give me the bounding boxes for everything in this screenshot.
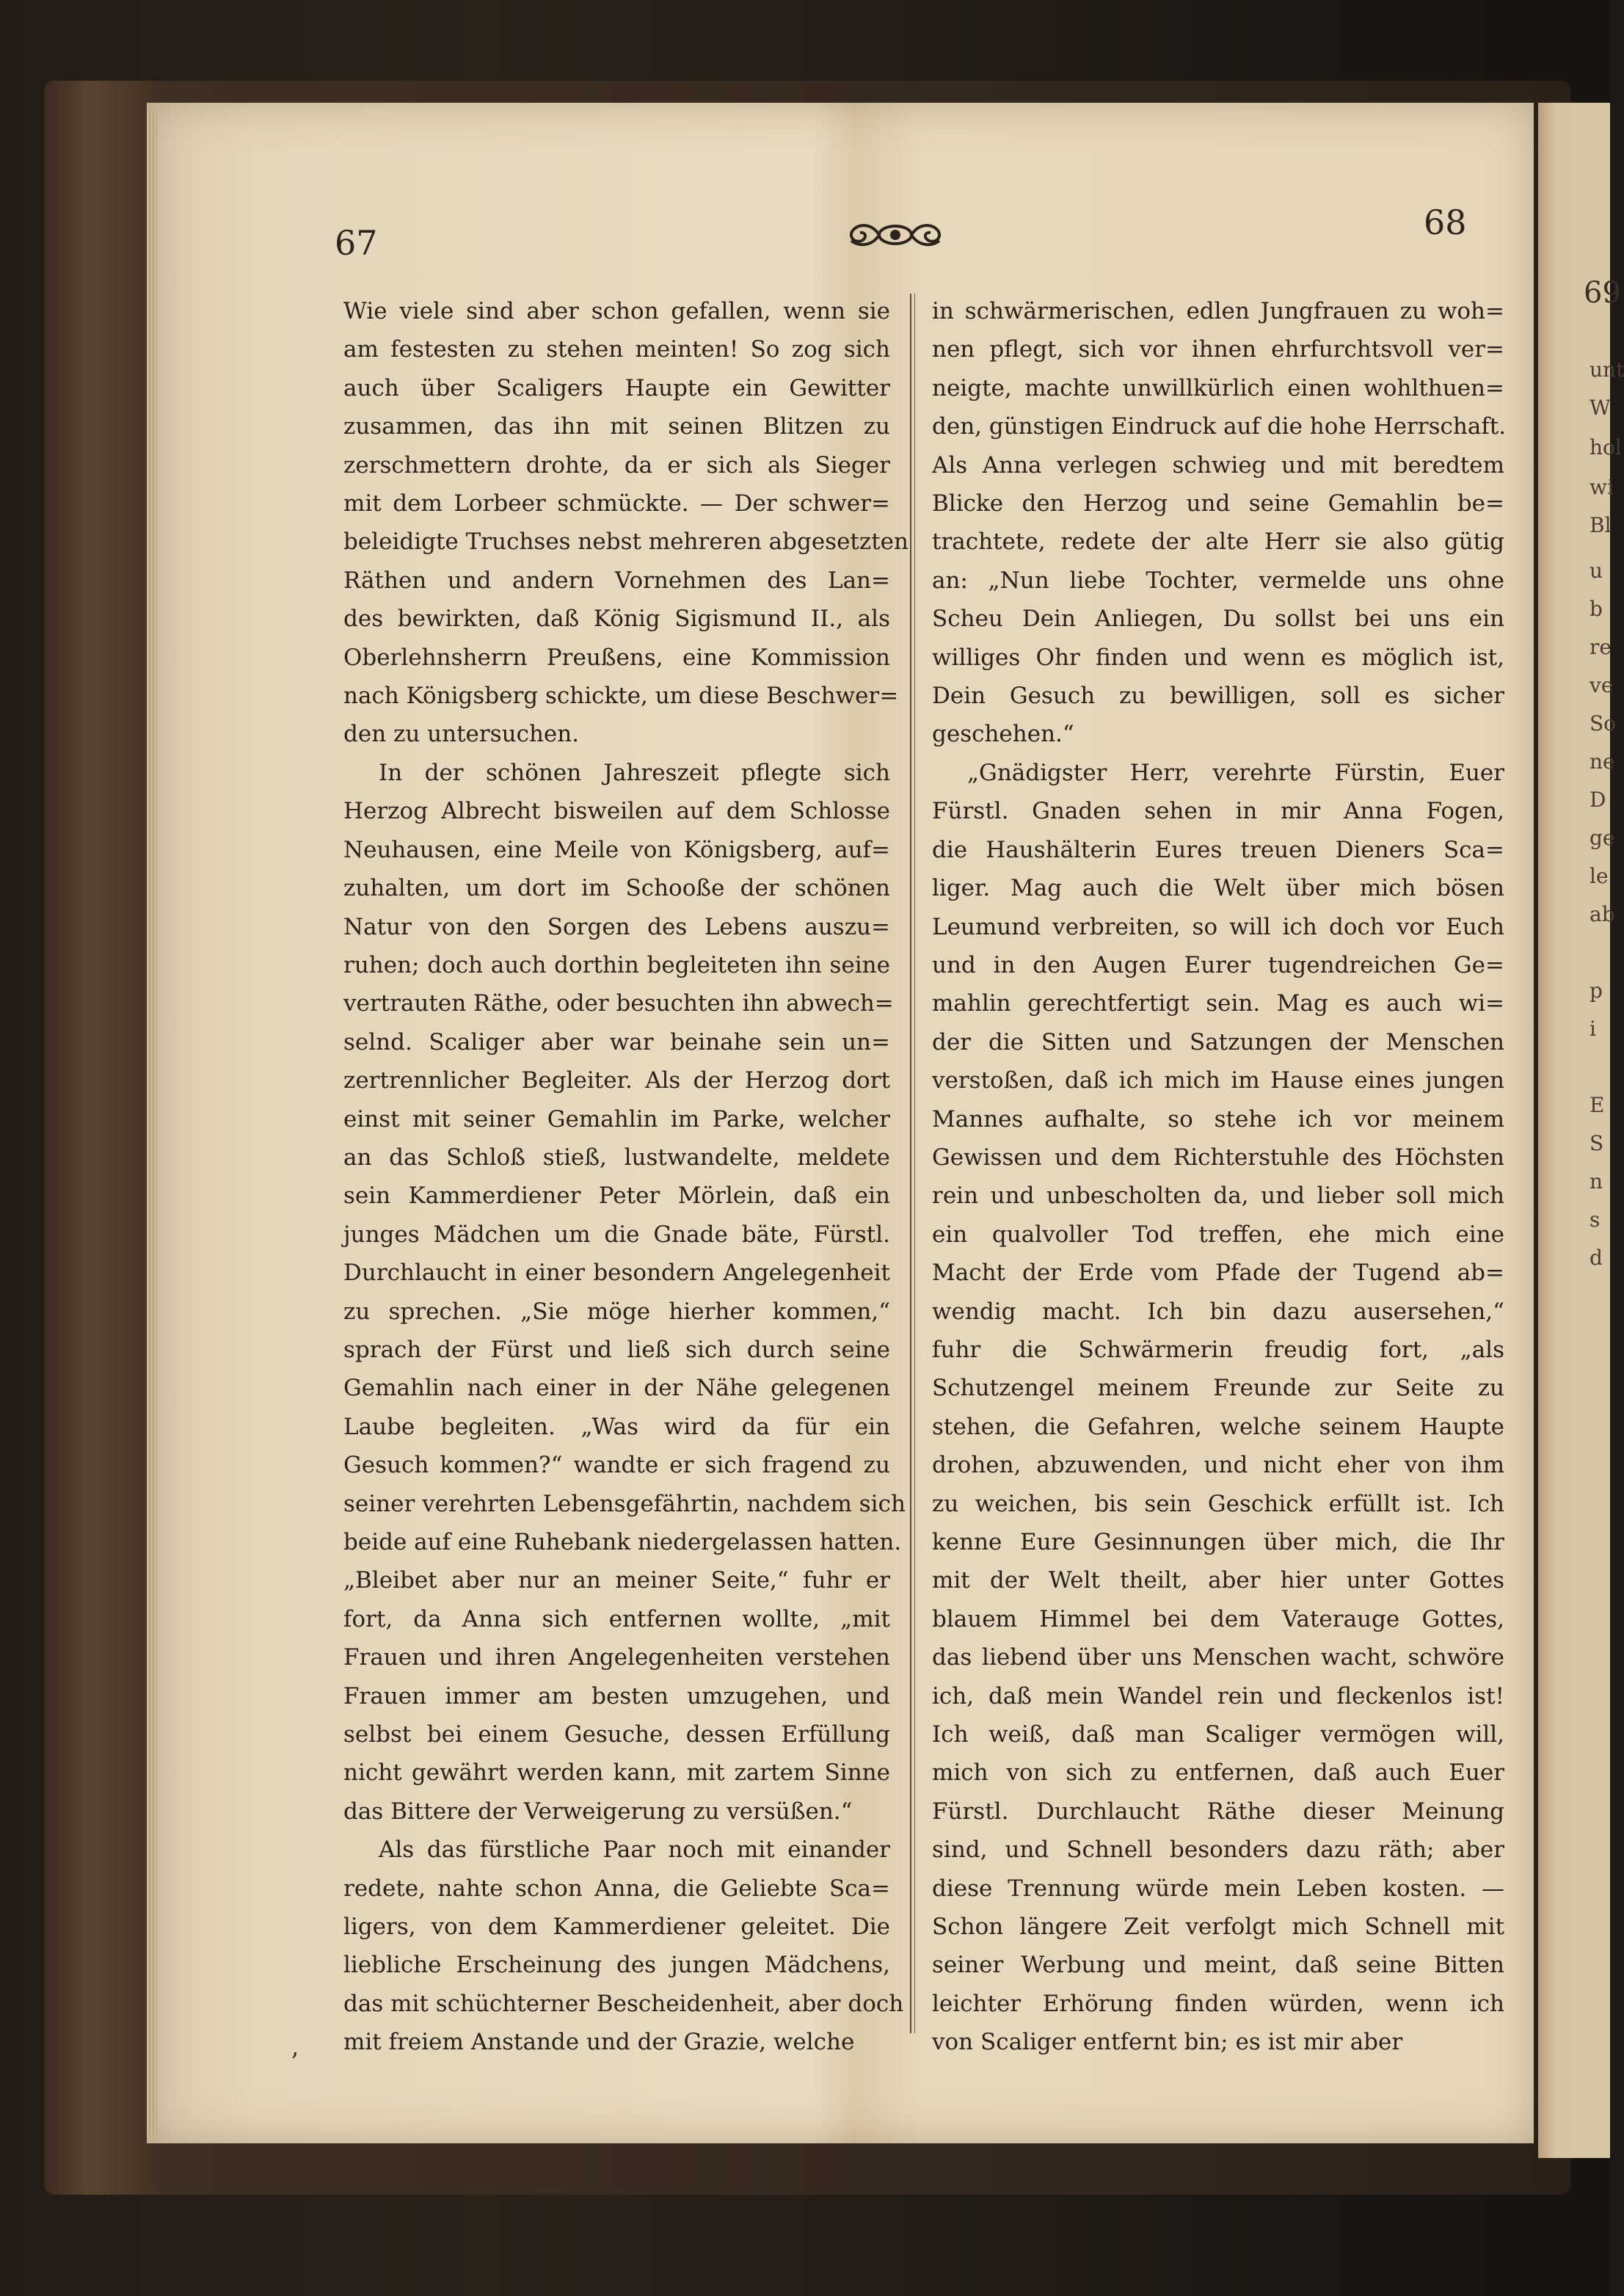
text-line: seiner verehrten Lebensgefährtin, nachdem sich	[343, 1490, 906, 1517]
text-line: mich von sich zu entfernen, daß auch Euer	[932, 1759, 1504, 1787]
text-line: einst mit seiner Gemahlin im Parke, welcher	[343, 1105, 890, 1133]
text-line: selbst bei einem Gesuche, dessen Erfüllung	[343, 1721, 890, 1748]
text-line: „Gnädigster Herr, verehrte Fürstin, Euer	[967, 759, 1504, 786]
decorative-ornament-icon	[837, 213, 954, 257]
text-line: an das Schloß stieß, lustwandelte, meldete	[343, 1144, 890, 1171]
text-line: sind, und Schnell besonders dazu räth; aber	[932, 1837, 1504, 1864]
next-page-fragment: p	[1590, 978, 1603, 1003]
text-line: geschehen.“	[932, 721, 1074, 748]
text-line: das mit schüchterner Bescheidenheit, aber doch	[343, 1990, 904, 2017]
text-line: sprach der Fürst und ließ sich durch seine	[343, 1336, 890, 1363]
text-line: Herzog Albrecht bisweilen auf dem Schlosse	[343, 798, 890, 825]
text-line: zerschmettern drohte, da er sich als Sieger	[343, 451, 890, 479]
text-line: Neuhausen, eine Meile von Königsberg, auf=	[343, 836, 890, 863]
next-page-fragment: S	[1590, 1131, 1604, 1155]
next-page-fragment: unt	[1590, 357, 1624, 382]
text-line: Natur von den Sorgen des Lebens auszu=	[343, 913, 890, 940]
text-line: zuhalten, um dort im Schooße der schönen	[343, 875, 890, 902]
text-line: vertrauten Räthe, oder besuchten ihn abwech=	[343, 990, 894, 1017]
text-line: nicht gewährt werden kann, mit zartem Sinne	[343, 1759, 890, 1787]
text-line: blauem Himmel bei dem Vaterauge Gottes,	[932, 1605, 1504, 1632]
text-line: williges Ohr finden und wenn es möglich ist,	[932, 644, 1504, 671]
text-line: Macht der Erde vom Pfade der Tugend ab=	[932, 1260, 1504, 1287]
text-line: nach Königsberg schickte, um diese Beschwer=	[343, 683, 899, 710]
text-line: Fürstl. Gnaden sehen in mir Anna Fogen,	[932, 798, 1504, 825]
next-page-fragment: n	[1590, 1169, 1603, 1194]
text-line: neigte, machte unwillkürlich einen wohlthuen=	[932, 374, 1504, 402]
text-line: Oberlehnsherrn Preußens, eine Kommission	[343, 644, 890, 671]
text-line: fuhr die Schwärmerin freudig fort, „als	[932, 1336, 1504, 1363]
text-line: mahlin gerechtfertigt sein. Mag es auch wi=	[932, 990, 1504, 1017]
text-line: Schutzengel meinem Freunde zur Seite zu	[932, 1375, 1504, 1402]
text-line: rein und unbescholten da, und lieber soll mich	[932, 1182, 1504, 1210]
left-text-column	[343, 292, 909, 2062]
ink-mark: ʼ	[290, 2048, 298, 2077]
text-line: zu sprechen. „Sie möge hierher kommen,“	[343, 1298, 890, 1325]
text-line: der die Sitten und Satzungen der Menschen	[932, 1028, 1504, 1056]
text-line: von Scaliger entfernt bin; es ist mir aber	[932, 2029, 1403, 2056]
text-line: wendig macht. Ich bin dazu ausersehen,“	[932, 1298, 1504, 1325]
text-line: an: „Nun liebe Tochter, vermelde uns ohne	[932, 567, 1504, 594]
text-line: kenne Eure Gesinnungen über mich, die Ihr	[932, 1529, 1504, 1555]
next-page-fragment: ve	[1590, 673, 1614, 697]
text-line: Mannes aufhalte, so stehe ich vor meinem	[932, 1105, 1504, 1133]
text-line: leichter Erhörung finden würden, wenn ich	[932, 1990, 1504, 2017]
next-page-fragment: hol	[1590, 435, 1622, 459]
text-line: junges Mädchen um die Gnade bäte, Fürstl.	[343, 1221, 890, 1248]
text-line: die Haushälterin Eures treuen Dieners Sca=	[932, 836, 1504, 863]
text-line: und in den Augen Eurer tugendreichen Ge=	[932, 951, 1504, 978]
text-line: Gemahlin nach einer in der Nähe gelegenen	[343, 1375, 890, 1402]
text-line: Gewissen und dem Richterstuhle des Höchsten	[932, 1144, 1504, 1171]
text-line: selnd. Scaliger aber war beinahe sein un=	[343, 1028, 890, 1056]
text-line: Ich weiß, daß man Scaliger vermögen will,	[932, 1721, 1504, 1748]
next-page-fragment: wi	[1590, 475, 1614, 499]
next-page-fragment: s	[1590, 1207, 1601, 1232]
text-line: Durchlaucht in einer besondern Angelegenheit	[343, 1260, 890, 1287]
text-line: redete, nahte schon Anna, die Geliebte Sca=	[343, 1875, 890, 1902]
text-line: Frauen und ihren Angelegenheiten verstehen	[343, 1644, 890, 1671]
text-line: Gesuch kommen?“ wandte er sich fragend zu	[343, 1452, 890, 1479]
text-line: seiner Werbung und meint, daß seine Bitten	[932, 1952, 1504, 1979]
text-line: zusammen, das ihn mit seinen Blitzen zu	[343, 413, 890, 440]
text-line: fort, da Anna sich entfernen wollte, „mit	[343, 1605, 890, 1632]
next-page-fragment: d	[1590, 1246, 1603, 1270]
next-page-fragment: re	[1590, 635, 1612, 659]
text-line: beide auf eine Ruhebank niedergelassen hatten.	[343, 1529, 902, 1555]
text-line: ligers, von dem Kammerdiener geleitet. Die	[343, 1914, 890, 1941]
text-line: mit dem Lorbeer schmückte. — Der schwer=	[343, 490, 890, 517]
text-line: in schwärmerischen, edlen Jungfrauen zu woh=	[932, 298, 1504, 324]
next-page-fragment: W	[1590, 396, 1611, 420]
text-line: verstoßen, daß ich mich im Hause eines jungen	[932, 1067, 1504, 1094]
text-line: ein qualvoller Tod treffen, ehe mich eine	[932, 1221, 1504, 1248]
text-line: am festesten zu stehen meinten! So zog sich	[343, 336, 890, 363]
text-line: stehen, die Gefahren, welche seinem Haupte	[932, 1413, 1504, 1440]
next-page-fragment: ne	[1590, 749, 1615, 774]
next-page-fragment: So	[1590, 711, 1617, 735]
text-line: den, günstigen Eindruck auf die hohe Herrschaft.	[932, 413, 1507, 440]
next-page-fragment: b	[1590, 597, 1603, 621]
page-number-right: 68	[1424, 203, 1467, 242]
text-line: Wie viele sind aber schon gefallen, wenn sie	[343, 298, 890, 324]
text-line: Dein Gesuch zu bewilligen, soll es sicher	[932, 683, 1504, 710]
text-line: Blicke den Herzog und seine Gemahlin be=	[932, 490, 1504, 517]
text-line: zu weichen, bis sein Geschick erfüllt ist. Ich	[932, 1490, 1504, 1517]
page-number-left: 67	[335, 223, 378, 263]
text-line: mit der Welt theilt, aber hier unter Gottes	[932, 1567, 1504, 1594]
text-line: Als das fürstliche Paar noch mit einander	[379, 1837, 890, 1864]
text-line: Laube begleiten. „Was wird da für ein	[343, 1413, 890, 1440]
text-line: diese Trennung würde mein Leben kosten. —	[932, 1875, 1504, 1902]
text-line: des bewirkten, daß König Sigismund II., als	[343, 606, 890, 633]
text-line: Räthen und andern Vornehmen des Lan=	[343, 567, 890, 594]
text-line: das Bittere der Verweigerung zu versüßen.“	[343, 1798, 853, 1825]
text-line: mit freiem Anstande und der Grazie, welche	[343, 2029, 855, 2056]
text-line: den zu untersuchen.	[343, 721, 580, 748]
text-line: das liebend über uns Menschen wacht, schwöre	[932, 1644, 1504, 1671]
text-line: sein Kammerdiener Peter Mörlein, daß ein	[343, 1182, 890, 1210]
next-page-fragment: ge	[1590, 826, 1615, 850]
next-page-edge	[1538, 103, 1624, 2158]
text-line: In der schönen Jahreszeit pflegte sich	[379, 759, 890, 786]
text-line: beleidigte Truchses nebst mehreren abgesetzten	[343, 528, 909, 556]
text-line: ich, daß mein Wandel rein und fleckenlos ist!	[932, 1682, 1504, 1710]
next-page-fragment: E	[1590, 1093, 1605, 1117]
page-stack-edge	[147, 110, 157, 2136]
next-page-fragment: Bl	[1590, 513, 1612, 537]
text-line: „Bleibet aber nur an meiner Seite,“ fuhr er	[343, 1567, 890, 1594]
column-divider-inner	[914, 294, 915, 2033]
text-line: nen pflegt, sich vor ihnen ehrfurchtsvoll ver=	[932, 336, 1504, 363]
next-page-fragment: D	[1590, 788, 1606, 812]
text-line: drohen, abzuwenden, und nicht eher von ihm	[932, 1452, 1504, 1479]
text-line: ruhen; doch auch dorthin begleiteten ihn seine	[343, 951, 890, 978]
text-line: auch über Scaligers Haupte ein Gewitter	[343, 374, 890, 402]
text-line: trachtete, redete der alte Herr sie also gütig	[932, 528, 1504, 556]
text-line: Als Anna verlegen schwieg und mit beredtem	[932, 451, 1504, 479]
next-page-fragment: i	[1590, 1017, 1596, 1041]
page-number-next: 69	[1584, 276, 1621, 310]
text-line: Fürstl. Durchlaucht Räthe dieser Meinung	[932, 1798, 1504, 1825]
text-line: zertrennlicher Begleiter. Als der Herzog dort	[343, 1067, 890, 1094]
text-line: liger. Mag auch die Welt über mich bösen	[932, 875, 1504, 902]
column-divider	[910, 294, 911, 2033]
text-line: Scheu Dein Anliegen, Du sollst bei uns ein	[932, 606, 1504, 633]
next-page-fragment: ab	[1590, 902, 1615, 926]
text-line: Schon längere Zeit verfolgt mich Schnell mit	[932, 1914, 1504, 1941]
text-line: Leumund verbreiten, so will ich doch vor Euch	[932, 913, 1504, 940]
next-page-fragment: u	[1590, 559, 1603, 583]
next-page-fragment: le	[1590, 864, 1609, 888]
text-line: liebliche Erscheinung des jungen Mädchens,	[343, 1952, 890, 1979]
text-line: Frauen immer am besten umzugehen, und	[343, 1682, 890, 1710]
right-text-column	[932, 292, 1507, 2062]
